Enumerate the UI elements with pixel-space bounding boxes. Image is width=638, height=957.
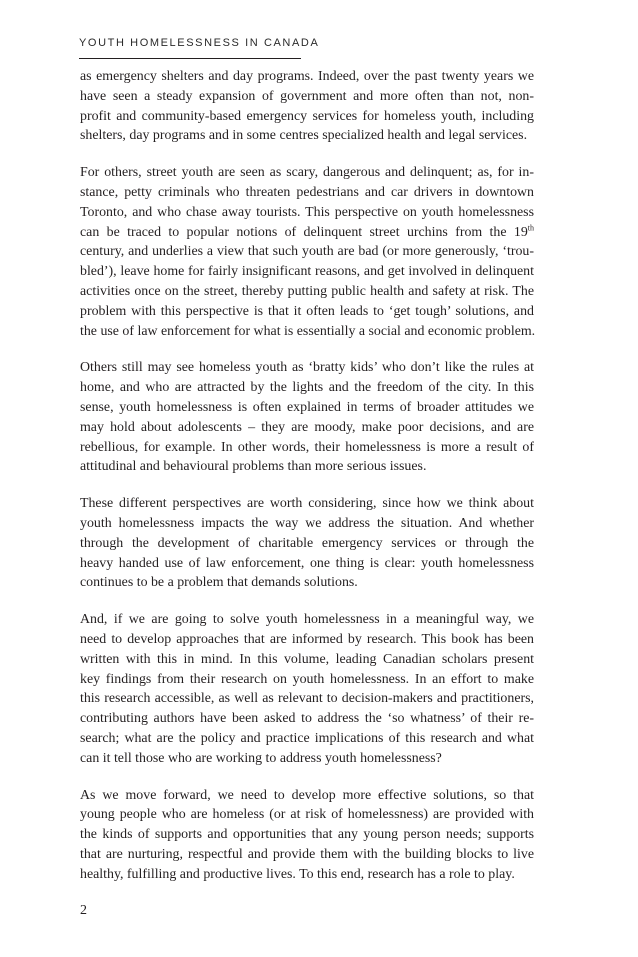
text-line: sense, youth homelessness is often explained in terms of broader attitudes we	[80, 399, 534, 415]
page-number: 2	[80, 903, 87, 918]
text-line: have seen a steady expansion of government and more often than not, non-	[80, 88, 534, 104]
text-line: this research accessible, as well as relevant to decision-makers and practitioners,	[80, 691, 534, 707]
text-line: contributing authors have been asked to address the ‘so whatness’ of their re-	[80, 711, 534, 727]
text-line: written with this in mind. In this volume, leading Canadian scholars present	[80, 651, 534, 667]
paragraph-3	[80, 358, 534, 477]
text-line: rebellious, for example. In other words, their homelessness is more a result of	[80, 439, 534, 455]
text-line: continues to be a problem that demands solutions.	[80, 575, 358, 591]
text-line: century, and underlies a view that such youth are bad (or more generously, ‘trou-	[80, 244, 534, 260]
text-line: As we move forward, we need to develop more effective solutions, so that	[80, 787, 534, 803]
text-line: These different perspectives are worth considering, since how we think about	[80, 496, 534, 512]
text-line: need to develop approaches that are informed by research. This book has been	[80, 631, 534, 647]
text-line: shelters, day programs and in some centres specialized health and legal services.	[80, 128, 528, 144]
text-line: attitudinal and behavioural problems than more serious issues.	[80, 459, 427, 475]
text-line: the use of law enforcement for what is essentially a social and economic problem.	[80, 323, 536, 339]
text-line: For others, street youth are seen as scary, dangerous and delinquent; as, for in-	[80, 165, 534, 181]
text-line: stance, petty criminals who threaten pedestrians and car drivers in downtown	[80, 184, 534, 200]
text-line: Toronto, and who chase away tourists. This perspective on youth homelessness	[80, 204, 534, 220]
text-line: through the development of charitable emergency services or through the	[80, 535, 534, 551]
paragraph-4	[80, 494, 534, 593]
body-text	[80, 67, 534, 901]
text-line: may hold about adolescents – they are moody, make poor decisions, and are	[80, 419, 534, 435]
text-line: search; what are the policy and practice implications of this research and what	[80, 730, 534, 746]
header-rule	[79, 58, 301, 59]
text-line: healthy, fulfilling and productive lives. To this end, research has a role to play.	[80, 866, 515, 882]
text-line: problem with this perspective is that it often leads to ‘get tough’ solutions, and	[80, 303, 534, 319]
text-line: home, and who are attracted by the lights and the freedom of the city. In this	[80, 380, 534, 396]
text-line: the kinds of supports and opportunities that any young person needs; supports	[80, 827, 534, 843]
text-line: Others still may see homeless youth as ‘bratty kids’ who don’t like the rules at	[80, 360, 534, 376]
text-line-segment: can be traced to popular notions of delinquent street urchins from the 19	[80, 224, 528, 240]
paragraph-6	[80, 786, 534, 885]
text-line: activities once on the street, thereby putting public health and safety at risk. The	[80, 283, 534, 299]
text-line: bled’), leave home for fairly insignificant reasons, and get involved in delinquent	[80, 264, 534, 280]
text-line: can it tell those who are working to address youth homelessness?	[80, 750, 442, 766]
text-line: youth homelessness impacts the way we address the situation. And whether	[80, 515, 534, 531]
paragraph-1	[80, 67, 534, 146]
text-line-with-superscript	[80, 223, 534, 243]
text-line: that are nurturing, respectful and provide them with the building blocks to live	[80, 846, 534, 862]
paragraph-5	[80, 610, 534, 768]
paragraph-2	[80, 163, 534, 341]
text-line: key findings from their research on youth homelessness. In an effort to make	[80, 671, 534, 687]
ordinal-superscript: th	[527, 222, 534, 232]
text-line: as emergency shelters and day programs. Indeed, over the past twenty years we	[80, 69, 534, 84]
text-line: And, if we are going to solve youth homelessness in a meaningful way, we	[80, 612, 534, 628]
text-line: young people who are homeless (or at risk of homelessness) are provided with	[80, 807, 534, 823]
running-header: YOUTH HOMELESSNESS IN CANADA	[79, 37, 320, 49]
text-line: heavy handed use of law enforcement, one thing is clear: youth homelessness	[80, 555, 534, 571]
text-line: profit and community-based emergency services for homeless youth, including	[80, 108, 534, 124]
